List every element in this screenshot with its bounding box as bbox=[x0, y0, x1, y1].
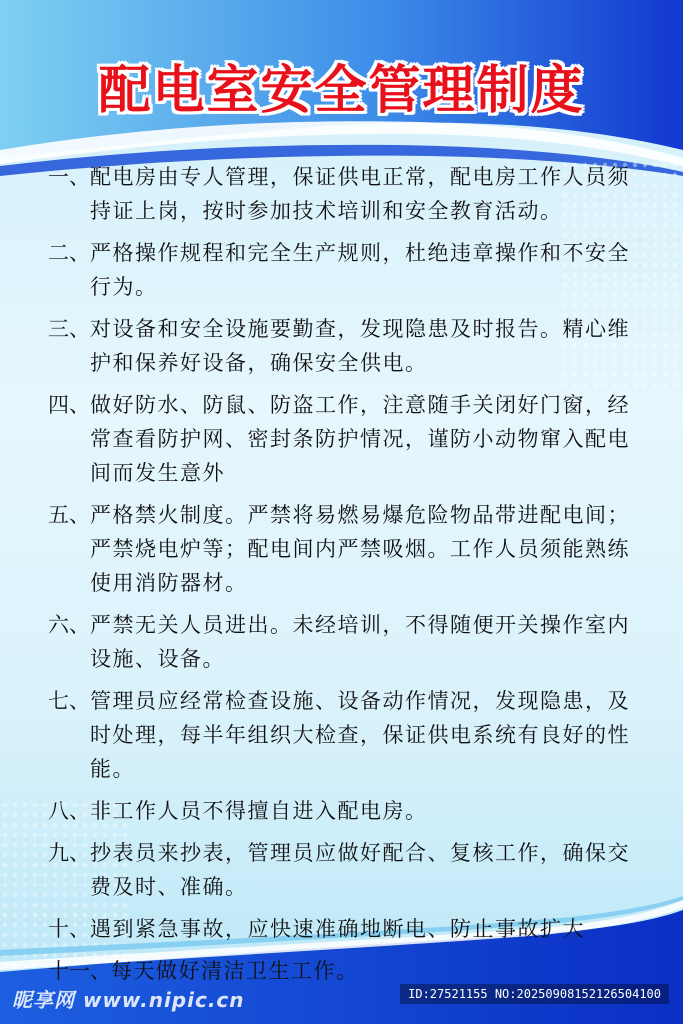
rule-text: 严格禁火制度。严禁将易燃易爆危险物品带进配电间；严禁烧电炉等；配电间内严禁吸烟。工作人员须能熟练使用消防器材。 bbox=[90, 503, 630, 595]
rule-text: 非工作人员不得擅自进入配电房。 bbox=[90, 799, 428, 823]
rule-number: 三、 bbox=[48, 317, 90, 341]
rule-text: 严格操作规程和完全生产规则，杜绝违章操作和不安全行为。 bbox=[90, 241, 630, 299]
list-item bbox=[48, 312, 648, 380]
rule-text: 做好防水、防鼠、防盗工作，注意随手关闭好门窗，经常查看防护网、密封条防护情况，谨防小动物窜入配电间而发生意外 bbox=[90, 393, 630, 485]
rules-list bbox=[48, 160, 648, 996]
rule-text: 对设备和安全设施要勤查，发现隐患及时报告。精心维护和保养好设备，确保安全供电。 bbox=[90, 317, 630, 375]
page-title: 配电室安全管理制度 bbox=[98, 61, 585, 121]
rule-text: 严禁无关人员进出。未经培训，不得随便开关操作室内设施、设备。 bbox=[90, 613, 630, 671]
rule-number: 四、 bbox=[48, 393, 90, 417]
image-id-watermark: ID:27521155 NO:20250908152126504100 bbox=[400, 984, 669, 1004]
list-item bbox=[48, 794, 648, 828]
list-item bbox=[48, 912, 648, 946]
site-watermark: 昵享网 www.nipic.cn bbox=[12, 988, 245, 1012]
list-item bbox=[48, 954, 648, 988]
list-item bbox=[48, 498, 648, 600]
rule-text: 抄表员来抄表，管理员应做好配合、复核工作，确保交费及时、准确。 bbox=[90, 841, 630, 899]
rule-number: 十一、 bbox=[48, 959, 111, 983]
rule-text: 每天做好清洁卫生工作。 bbox=[111, 959, 359, 983]
list-item bbox=[48, 836, 648, 904]
rule-text: 管理员应经常检查设施、设备动作情况，发现隐患，及时处理，每半年组织大检查，保证供电系统有良好的性能。 bbox=[90, 689, 630, 781]
list-item bbox=[48, 608, 648, 676]
rule-text: 配电房由专人管理，保证供电正常，配电房工作人员须持证上岗，按时参加技术培训和安全教育活动。 bbox=[90, 165, 630, 223]
list-item bbox=[48, 160, 648, 228]
rule-text: 遇到紧急事故，应快速准确地断电、防止事故扩大 bbox=[90, 917, 585, 941]
list-item bbox=[48, 236, 648, 304]
rule-number: 九、 bbox=[48, 841, 90, 865]
rule-number: 七、 bbox=[48, 689, 90, 713]
list-item bbox=[48, 388, 648, 490]
rule-number: 一、 bbox=[48, 165, 90, 189]
rule-number: 二、 bbox=[48, 241, 90, 265]
rule-number: 十、 bbox=[48, 917, 90, 941]
rule-number: 五、 bbox=[48, 503, 90, 527]
rule-number: 六、 bbox=[48, 613, 90, 637]
list-item bbox=[48, 684, 648, 786]
rule-number: 八、 bbox=[48, 799, 90, 823]
